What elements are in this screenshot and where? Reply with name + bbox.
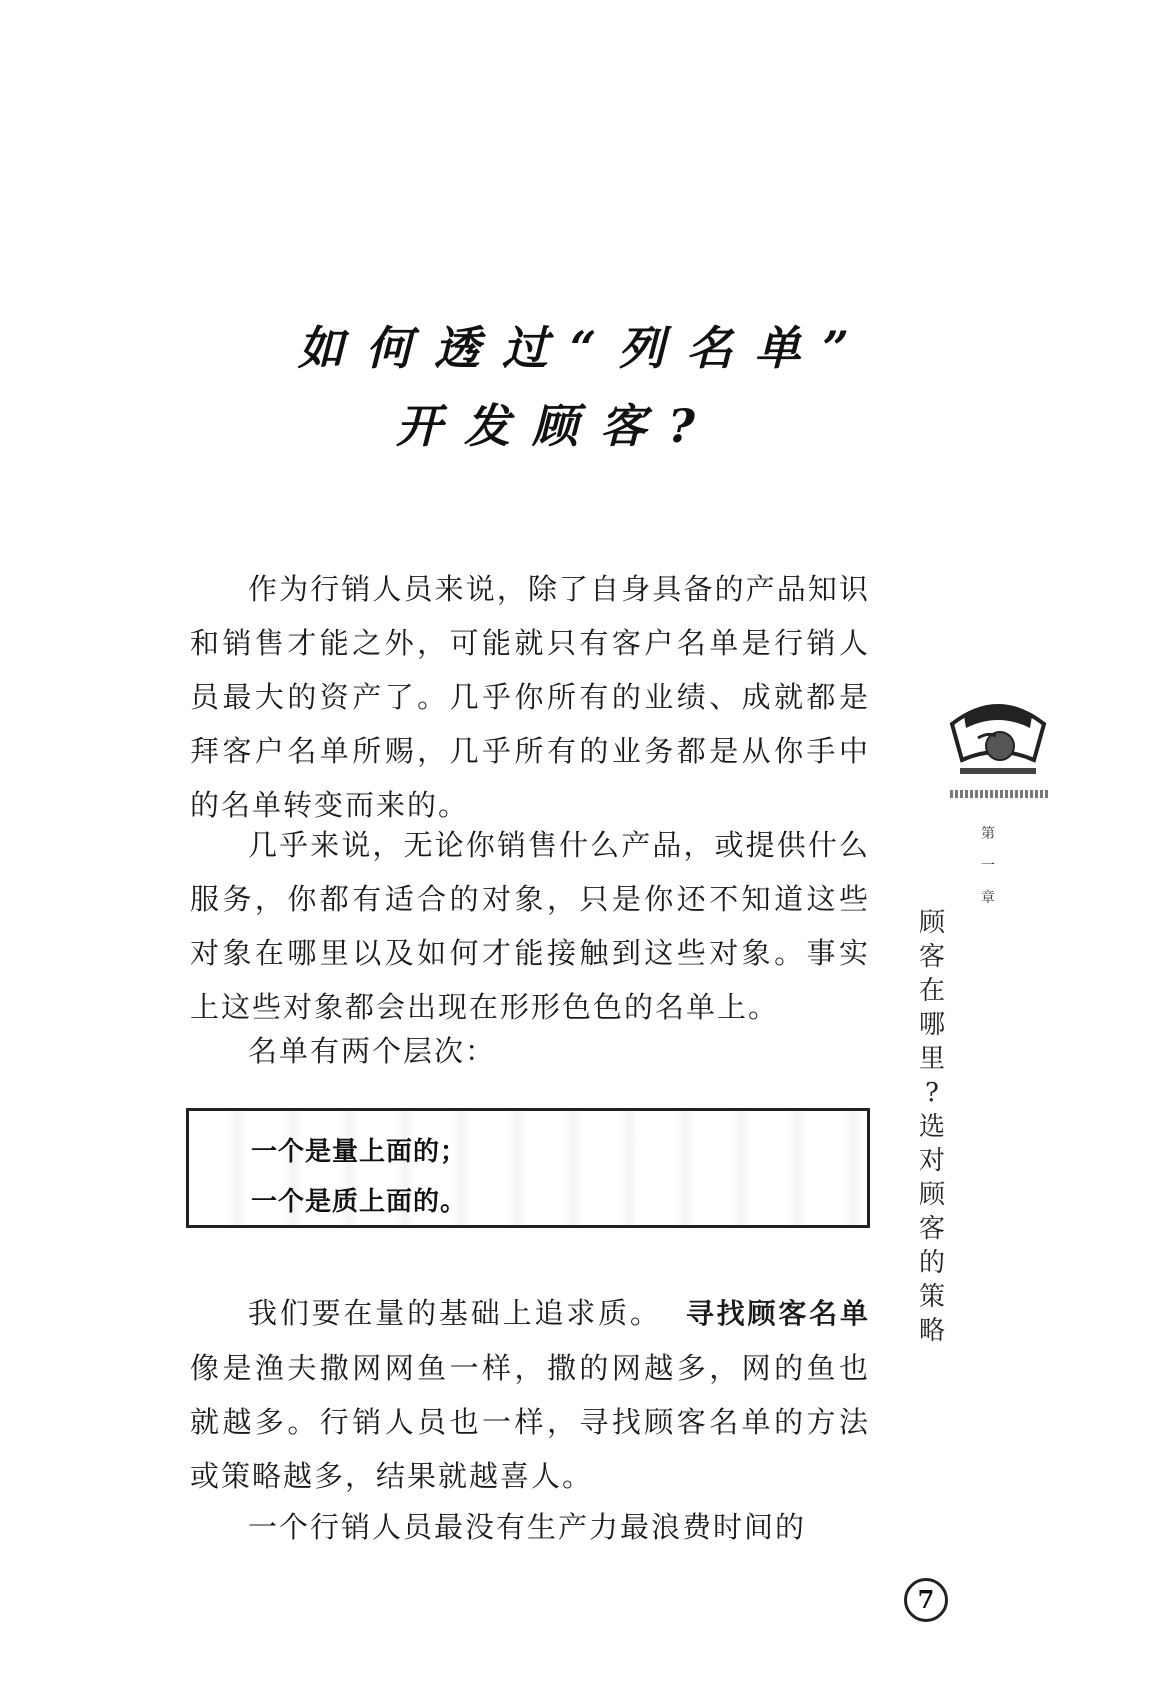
running-title-char: 里 bbox=[918, 1044, 945, 1074]
running-title-char: 顾 bbox=[918, 1180, 945, 1210]
running-title-char: 顾 bbox=[918, 908, 945, 938]
running-title-char: 在 bbox=[918, 976, 945, 1006]
quote-line-1: 一个是量上面的； bbox=[251, 1137, 468, 1167]
title-line-1: 如何透过“列名单” bbox=[298, 321, 871, 375]
paragraph-4-emphasis: 寻找顾客名单 bbox=[685, 1297, 870, 1330]
paragraph-1: 作为行销人员来说，除了自身具备的产品知识和销售才能之外，可能就只有客户名单是行销人员最大的资产了。几乎你所有的业绩、成就都是拜客户名单所赐，几乎所有的业务都是从你手中的名单转变而来的。 bbox=[190, 572, 870, 822]
running-title-char: 的 bbox=[918, 1248, 945, 1278]
chapter-label bbox=[978, 818, 998, 914]
paragraph-5: 一个行销人员最没有生产力最浪费时间的 bbox=[248, 1510, 807, 1544]
chapter-char: 章 bbox=[981, 890, 995, 906]
series-logo-icon bbox=[948, 694, 1048, 784]
quote-box bbox=[186, 1108, 870, 1228]
title-line-2: 开发顾客? bbox=[396, 399, 717, 453]
paragraph-4-rest: 像是渔夫撒网网鱼一样，撒的网越多，网的鱼也就越多。行销人员也一样，寻找顾客名单的方法或策略越多，结果就越喜人。 bbox=[190, 1351, 870, 1493]
paragraph-3: 名单有两个层次： bbox=[248, 1034, 497, 1068]
paragraph-4-start: 我们要在量的基础上追求质。 bbox=[248, 1296, 662, 1330]
quote-line-2: 一个是质上面的。 bbox=[251, 1187, 468, 1217]
paragraph-4 bbox=[190, 1286, 870, 1503]
running-title bbox=[914, 906, 950, 1348]
running-title-char: 客 bbox=[918, 942, 945, 972]
logo-caption-mark bbox=[950, 790, 1050, 798]
running-title-char: 策 bbox=[918, 1282, 945, 1312]
running-title-char: ? bbox=[925, 1078, 939, 1108]
page-number: 7 bbox=[904, 1578, 948, 1622]
running-title-char: 哪 bbox=[918, 1010, 945, 1040]
running-title-char: 略 bbox=[918, 1316, 945, 1346]
paragraph-2: 几乎来说，无论你销售什么产品，或提供什么服务，你都有适合的对象，只是你还不知道这些对象在哪里以及如何才能接触到这些对象。事实上这些对象都会出现在形形色色的名单上。 bbox=[190, 828, 870, 1024]
chapter-char: 第 bbox=[981, 826, 995, 842]
running-title-char: 选 bbox=[918, 1112, 945, 1142]
running-title-char: 客 bbox=[918, 1214, 945, 1244]
running-title-char: 对 bbox=[918, 1146, 945, 1176]
chapter-char: 一 bbox=[981, 858, 995, 874]
